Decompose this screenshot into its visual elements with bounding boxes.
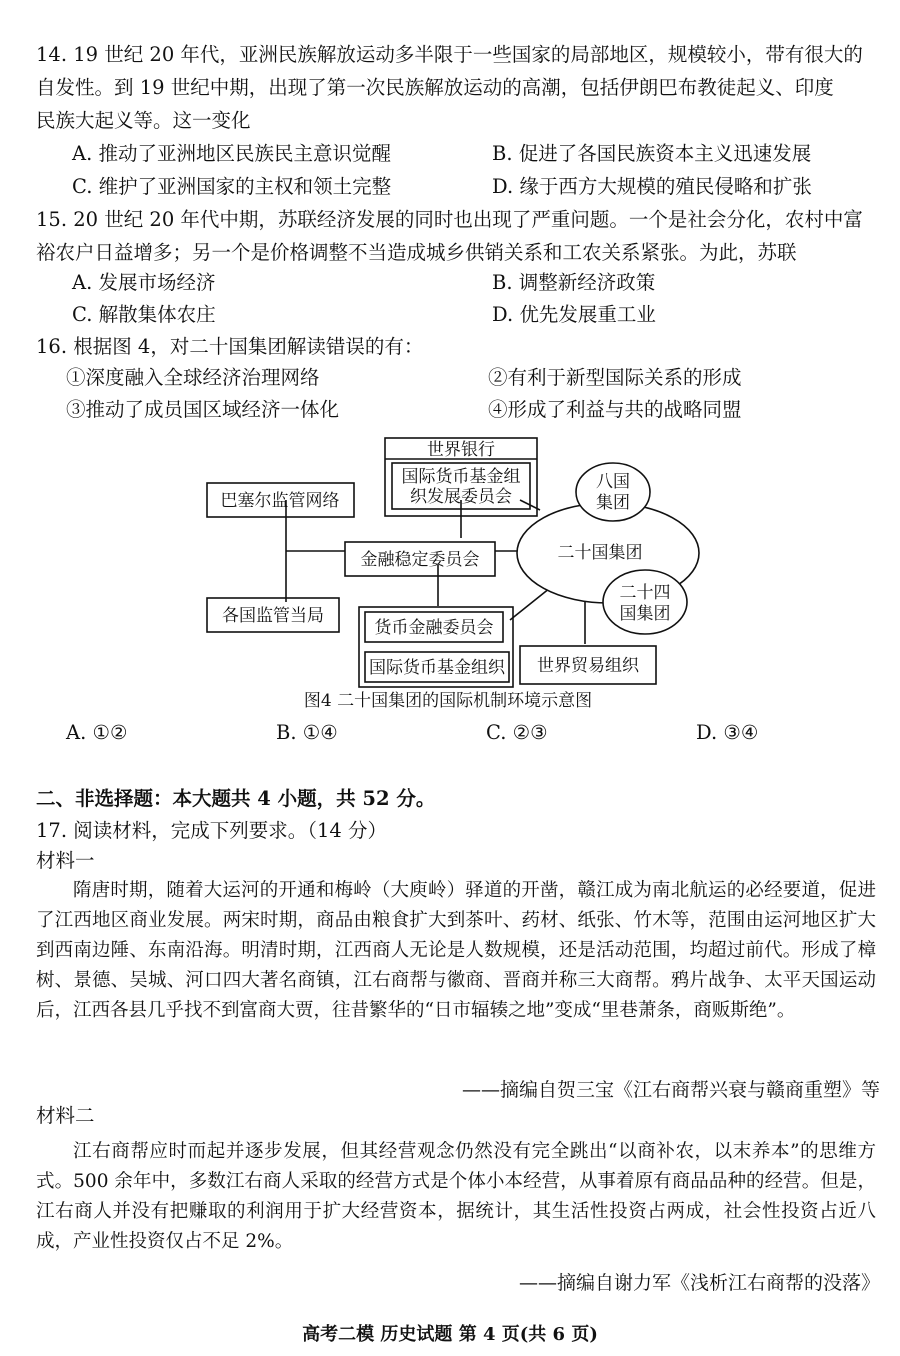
- q14-option-a: A. 推动了亚洲地区民族民主意识觉醒: [72, 142, 391, 165]
- page-footer: 高考二模 历史试题 第 4 页(共 6 页): [302, 1324, 598, 1345]
- imf-committee-label-2: 织发展委员会: [410, 487, 512, 507]
- q16-stem: 16. 根据图 4，对二十国集团解读错误的有：: [36, 335, 424, 358]
- g20-diagram: [0, 430, 900, 720]
- g20-label: 二十国集团: [557, 543, 643, 563]
- material-2-source: ——摘编自谢力军《浅析江右商帮的没落》: [518, 1272, 880, 1294]
- q14-line-3: 民族大起义等。这一变化: [36, 109, 251, 132]
- q15-option-a: A. 发展市场经济: [72, 271, 216, 294]
- world-bank-label: 世界银行: [427, 440, 495, 460]
- imf-committee-label-1: 国际货币基金组: [401, 467, 521, 487]
- q16-item-1: ①深度融入全球经济治理网络: [66, 366, 320, 389]
- g8-label-2: 集团: [596, 493, 630, 513]
- imf-label: 国际货币基金组织: [369, 658, 505, 678]
- g24-label-2: 国集团: [619, 604, 671, 624]
- section-2-heading: 二、非选择题：本大题共 4 小题，共 52 分。: [36, 787, 436, 810]
- material-2-text: 江右商帮应时而起并逐步发展，但其经营观念仍然没有完全跳出“以商补农，以末养本”的思维方式。500 余年中，多数江右商人采取的经营方式是个体小本经营，从事着原有商品品种的经营。但是，江右商人并没有把赚取的利润用于扩大经营资本，据统计，其生活性投资占两成，社会性投资占近八成，产业性投资仅占不足 2%。: [36, 1141, 876, 1252]
- q14-option-b: B. 促进了各国民族资本主义迅速发展: [492, 142, 812, 165]
- q15-option-b: B. 调整新经济政策: [492, 271, 656, 294]
- material-1-source: ——摘编自贺三宝《江右商帮兴衰与赣商重塑》等: [461, 1079, 880, 1101]
- q15-option-c: C. 解散集体农庄: [72, 303, 216, 326]
- q16-option-a: A. ①②: [66, 721, 128, 744]
- q14-line-2: 自发性。到 19 世纪中期，出现了第一次民族解放运动的高潮，包括伊朗巴布教徒起义、印度: [36, 76, 834, 99]
- wto-label: 世界贸易组织: [537, 656, 639, 676]
- q16-item-3: ③推动了成员国区域经济一体化: [66, 398, 340, 421]
- q17-stem: 17. 阅读材料，完成下列要求。（14 分）: [36, 819, 387, 842]
- material-2-title: 材料二: [36, 1104, 95, 1127]
- q16-item-2: ②有利于新型国际关系的形成: [488, 366, 742, 389]
- q16-option-c: C. ②③: [486, 721, 548, 744]
- q14-option-d: D. 缘于西方大规模的殖民侵略和扩张: [492, 175, 812, 198]
- imfc-label: 货币金融委员会: [374, 618, 494, 638]
- national-regulators-label: 各国监管当局: [222, 606, 324, 626]
- q16-item-4: ④形成了利益与共的战略同盟: [488, 398, 742, 421]
- g24-label-1: 二十四: [619, 583, 671, 603]
- q14-option-c: C. 维护了亚洲国家的主权和领土完整: [72, 175, 392, 198]
- g8-label-1: 八国: [596, 472, 630, 492]
- figure-caption: 图4 二十国集团的国际机制环境示意图: [303, 691, 593, 711]
- material-1-title: 材料一: [36, 849, 95, 872]
- q15-option-d: D. 优先发展重工业: [492, 303, 656, 326]
- material-1-text: 隋唐时期，随着大运河的开通和梅岭（大庾岭）驿道的开凿，赣江成为南北航运的必经要道，促进了江西地区商业发展。两宋时期，商品由粮食扩大到茶叶、药材、纸张、竹木等，范围由运河地区扩大到西南边陲、东南沿海。明清时期，江西商人无论是人数规模，还是活动范围，均超过前代。形成了樟树、景德、吴城、河口四大著名商镇，江右商帮与徽商、晋商并称三大商帮。鸦片战争、太平天国运动后，江西各县几乎找不到富商大贾，往昔繁华的“日市辐辏之地”变成“里巷萧条，商贩斯绝”。: [36, 880, 876, 1021]
- q16-option-b: B. ①④: [276, 721, 338, 744]
- q14-line-1: 14. 19 世纪 20 年代，亚洲民族解放运动多半限于一些国家的局部地区，规模较小，带有很大的: [36, 43, 863, 66]
- q15-line-1: 15. 20 世纪 20 年代中期，苏联经济发展的同时也出现了严重问题。一个是社会分化，农村中富: [36, 208, 863, 231]
- q16-option-d: D. ③④: [696, 721, 759, 744]
- fsb-label: 金融稳定委员会: [360, 550, 480, 570]
- q15-line-2: 裕农户日益增多；另一个是价格调整不当造成城乡供销关系和工农关系紧张。为此，苏联: [36, 241, 797, 264]
- basel-label: 巴塞尔监管网络: [220, 491, 340, 511]
